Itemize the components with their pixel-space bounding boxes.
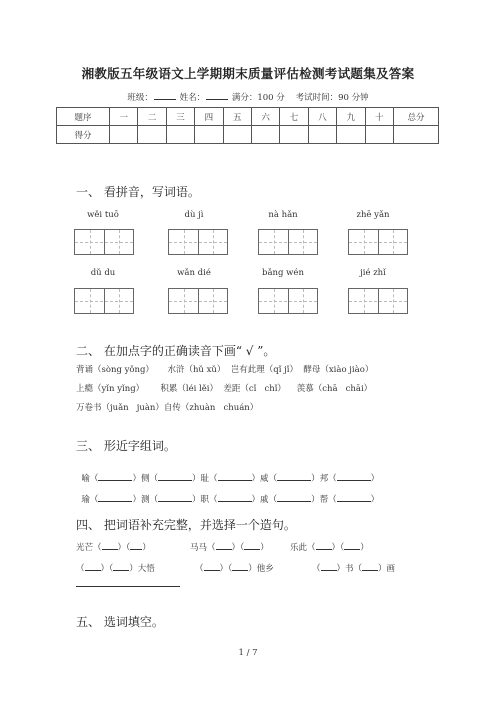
answer-blank[interactable]	[362, 562, 378, 571]
header-cell: 一	[110, 108, 138, 126]
answer-blank[interactable]	[218, 472, 252, 481]
section-1-heading: 一、 看拼音，写词语。	[76, 185, 200, 199]
char: 邦	[319, 474, 329, 484]
header-cell: 六	[251, 108, 279, 126]
score-cell[interactable]	[280, 126, 308, 144]
answer-blank[interactable]	[316, 541, 332, 550]
writing-grid[interactable]	[74, 229, 134, 255]
char: 威	[260, 474, 269, 484]
char: 耻	[200, 474, 210, 484]
section-2-heading: 二、 在加点字的正确读音下画“ √ ”。	[76, 344, 276, 358]
row-label: 得分	[57, 126, 110, 144]
exam-info	[0, 91, 496, 103]
writing-grid[interactable]	[258, 288, 318, 314]
pinyin: wǎn dié	[177, 268, 211, 278]
pinyin: dù jì	[184, 210, 204, 220]
header-cell: 题序	[57, 108, 110, 126]
name-label: 姓名：	[179, 93, 206, 103]
answer-blank[interactable]	[344, 541, 360, 550]
answer-blank[interactable]	[337, 493, 371, 502]
char: 职	[200, 495, 210, 505]
writing-grid[interactable]	[258, 229, 318, 255]
pinyin: zhē yǎn	[356, 210, 390, 220]
pronunciation-line-3: 万卷书（juǎn juàn）自传（zhuàn chuán）	[76, 403, 259, 413]
idiom-4: （ ）（ ）大悟	[76, 564, 155, 574]
writing-grid[interactable]	[348, 229, 408, 255]
idiom-2: 马马（ ）（ ）	[190, 543, 269, 553]
answer-blank[interactable]	[337, 472, 371, 481]
score-cell[interactable]	[223, 126, 251, 144]
header-cell: 十	[365, 108, 393, 126]
idiom-1: 光芒（ ）（ ）	[76, 543, 151, 553]
pinyin: wěi tuō	[87, 210, 119, 220]
page-title: 湘教版五年级语文上学期期末质量评估检测考试题集及答案	[81, 66, 415, 81]
writing-grid[interactable]	[168, 229, 228, 255]
score-cell[interactable]	[138, 126, 166, 144]
answer-blank[interactable]	[98, 472, 132, 481]
score-table-score-row	[57, 126, 439, 144]
score-cell[interactable]	[394, 126, 439, 144]
answer-blank[interactable]	[204, 562, 220, 571]
score-cell[interactable]	[337, 126, 365, 144]
score-cell[interactable]	[110, 126, 138, 144]
section-4-heading: 四、 把词语补充完整，并选择一个造句。	[76, 518, 296, 532]
char: 帮	[319, 495, 329, 505]
answer-blank[interactable]	[216, 541, 232, 550]
idiom-5: （ ）（ ）他乡	[195, 564, 274, 574]
score-cell[interactable]	[166, 126, 194, 144]
idiom-3: 乐此（ ）（ ）	[290, 543, 369, 553]
pinyin: nà hǎn	[268, 210, 298, 220]
answer-blank[interactable]	[321, 562, 337, 571]
header-cell: 二	[138, 108, 166, 126]
header-cell: 总分	[394, 108, 439, 126]
writing-grid[interactable]	[348, 288, 408, 314]
header-cell: 七	[280, 108, 308, 126]
score-table	[56, 107, 439, 144]
class-label: 班级：	[127, 93, 153, 103]
writing-grid[interactable]	[168, 288, 228, 314]
pronunciation-line-2: 上瘾（yǐn yǐng） 积累（léi lěi） 差距（cǐ chǐ） 羡慕（chā chāi）	[76, 384, 373, 394]
score-cell[interactable]	[365, 126, 393, 144]
pinyin: bǎng wén	[262, 268, 304, 278]
header-cell: 五	[223, 108, 251, 126]
pronunciation-line-1: 背诵（sòng yǒng） 水浒（hǔ xǔ） 岂有此理（qǐ jǐ） 酵母（xiào jiào）	[76, 365, 374, 375]
full-score-label: 满分：100 分	[231, 93, 285, 103]
page-number: 1 / 7	[238, 648, 258, 658]
time-label: 考试时间：90 分钟	[295, 93, 369, 103]
answer-blank[interactable]	[277, 493, 311, 502]
idiom-6: （ ）书（ ）画	[312, 564, 396, 574]
section-5-heading: 五、 选词填空。	[76, 615, 164, 629]
header-cell: 四	[195, 108, 223, 126]
answer-blank[interactable]	[232, 562, 248, 571]
class-blank[interactable]	[154, 91, 176, 100]
char: 侧	[140, 474, 150, 484]
name-blank[interactable]	[206, 91, 228, 100]
pinyin: jié zhǐ	[360, 268, 386, 278]
answer-blank[interactable]	[158, 493, 192, 502]
char: 戚	[260, 495, 269, 505]
char: 喻	[81, 474, 90, 484]
char: 瑜	[81, 495, 90, 505]
section-3-heading: 三、 形近字组词。	[76, 439, 176, 453]
pinyin: dǔ du	[90, 268, 116, 278]
header-cell: 八	[308, 108, 336, 126]
header-cell: 九	[337, 108, 365, 126]
sentence-answer-line[interactable]	[76, 586, 180, 587]
char: 测	[140, 495, 150, 505]
answer-blank[interactable]	[277, 472, 311, 481]
answer-blank[interactable]	[158, 472, 192, 481]
answer-blank[interactable]	[102, 541, 118, 550]
writing-grid[interactable]	[74, 288, 134, 314]
similar-char-line-1: 喻（ ）侧（ ）耻（ ）威（ ）邦（ ）	[81, 474, 380, 484]
header-cell: 三	[166, 108, 194, 126]
score-cell[interactable]	[195, 126, 223, 144]
answer-blank[interactable]	[218, 493, 252, 502]
score-table-header-row	[57, 108, 439, 126]
similar-char-line-2: 瑜（ ）测（ ）职（ ）戚（ ）帮（ ）	[81, 495, 380, 505]
answer-blank[interactable]	[244, 541, 260, 550]
score-cell[interactable]	[308, 126, 336, 144]
answer-blank[interactable]	[113, 562, 129, 571]
score-cell[interactable]	[251, 126, 279, 144]
answer-blank[interactable]	[85, 562, 101, 571]
answer-blank[interactable]	[98, 493, 132, 502]
answer-blank[interactable]	[130, 541, 142, 550]
